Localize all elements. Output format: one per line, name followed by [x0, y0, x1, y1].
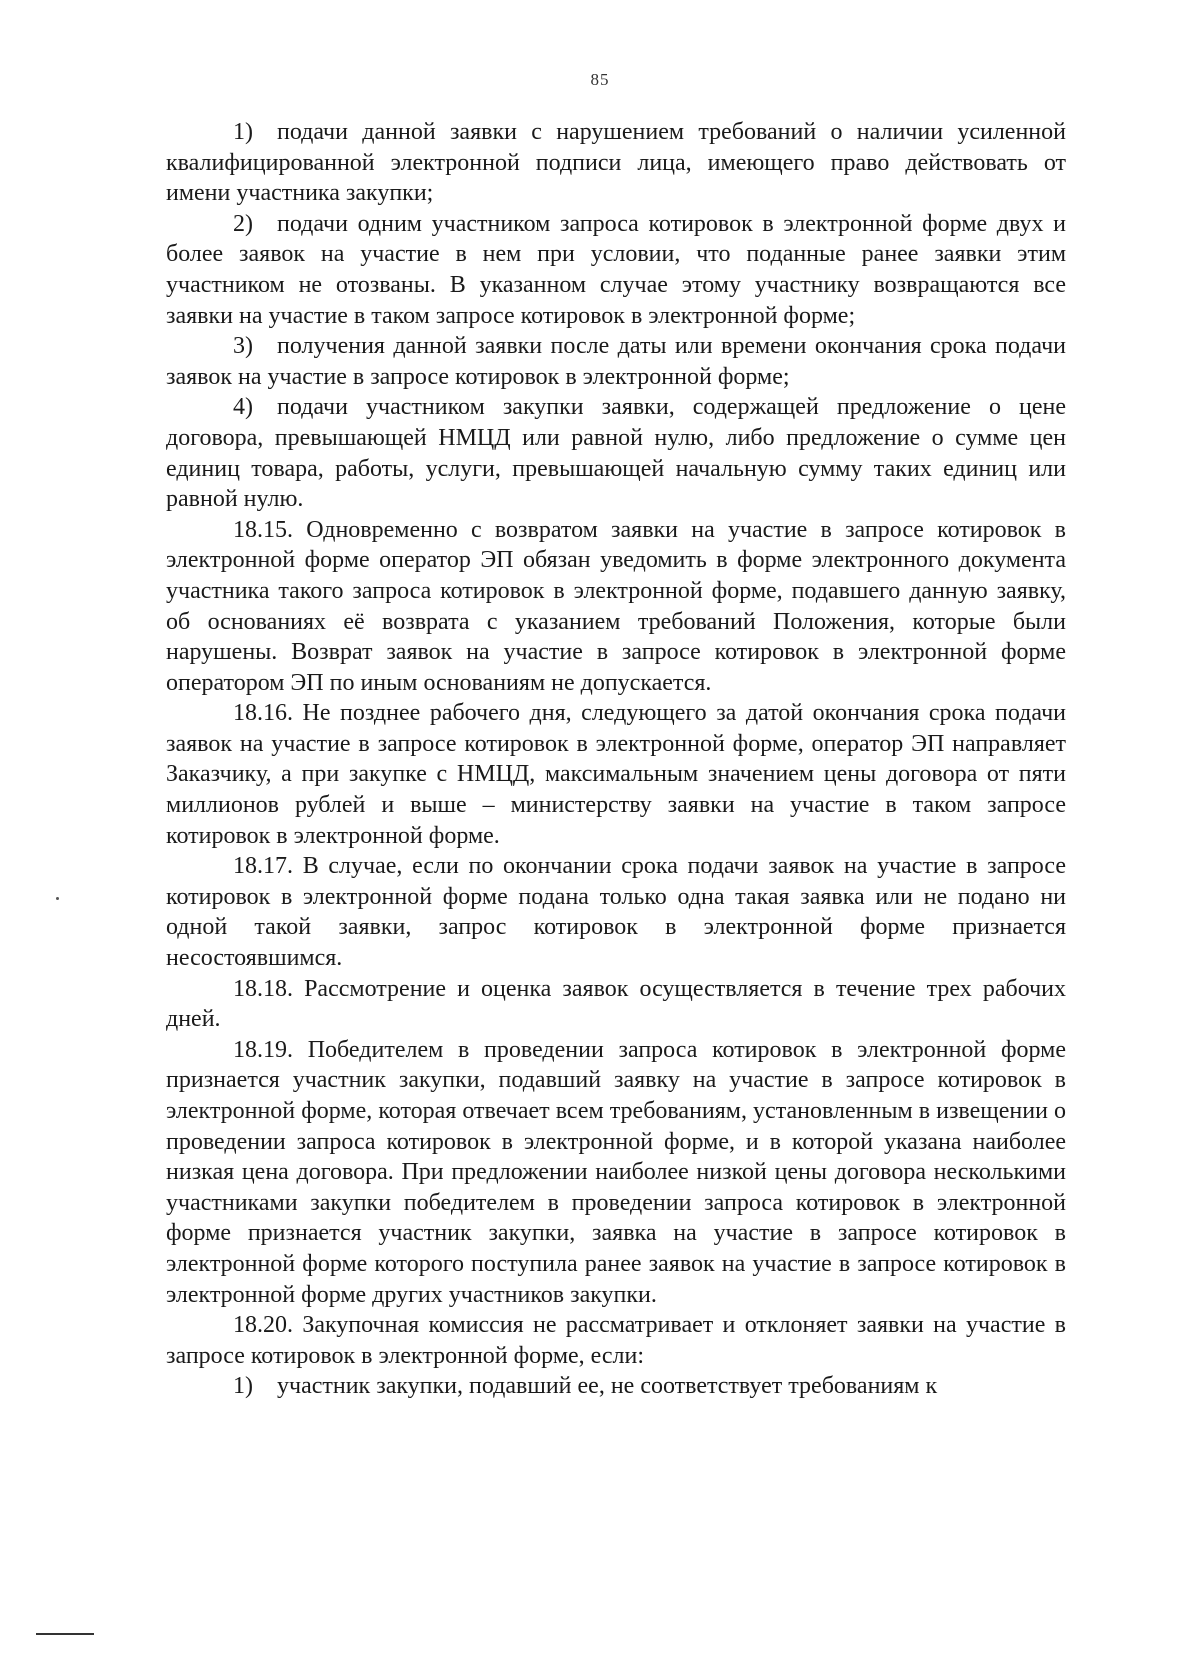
paragraph-18-17: 18.17. В случае, если по окончании срока подачи заявок на участие в запросе котировок в электронной форме подана только одна такая заявка или не подано ни одной такой заявки, запрос котировок в электронной форме признается несостоявшимся.: [166, 853, 1066, 972]
paragraph-18-20: 18.20. Закупочная комиссия не рассматривает и отклоняет заявки на участие в запросе котировок в электронной форме, если:: [166, 1312, 1066, 1369]
paragraph-text: подачи участником закупки заявки, содержащей предложение о цене договора, превышающей НМЦД или равной нулю, либо предложение о сумме цен единиц товара, работы, услуги, превышающей начальную сумму таких единиц или равной нулю.: [166, 394, 1066, 513]
page-number: 85: [590, 70, 610, 89]
paragraph-text: участник закупки, подавший ее, не соответствует требованиям к: [277, 1373, 938, 1400]
paragraph-18-19: 18.19. Победителем в проведении запроса котировок в электронной форме признается участник закупки, подавший заявку на участие в запросе котировок в электронной форме, которая отвечает всем требованиям, установленным в извещении о проведении запроса котировок в электронной форме, и в которой указана наиболее низкая цена договора. При предложении наиболее низкой цены договора несколькими участниками закупки победителем в проведении запроса котировок в электронной форме признается участник закупки, заявка на участие в запросе котировок в электронной форме которого поступила ранее заявок на участие в запросе котировок в электронной форме других участников закупки.: [166, 1036, 1066, 1308]
paragraph-text: подачи данной заявки с нарушением требований о наличии усиленной квалифицированной электронной подписи лица, имеющего право действовать от имени участника закупки;: [166, 119, 1066, 207]
paragraph-18-18: 18.18. Рассмотрение и оценка заявок осуществляется в течение трех рабочих дней.: [166, 975, 1066, 1033]
list-number: 1): [233, 119, 253, 145]
document-body: [166, 117, 1066, 1402]
scan-speck: [56, 897, 59, 900]
list-number: 1): [233, 1373, 253, 1400]
list-number: 3): [233, 333, 253, 360]
list-item: [166, 392, 1066, 514]
list-number: 2): [233, 210, 253, 237]
paragraph-18-16: 18.16. Не позднее рабочего дня, следующего за датой окончания срока подачи заявок на участие в запросе котировок в электронной форме, оператор ЭП направляет Заказчику, а при закупке с НМЦД, максимальным значением цены договора от пяти миллионов рублей и выше – министерству заявки на участие в таком запросе котировок в электронной форме.: [166, 700, 1066, 849]
list-number: 4): [233, 394, 253, 421]
paragraph-text: подачи одним участником запроса котировок в электронной форме двух и более заявок на участие в нем при условии, что поданные ранее заявки этим участником не отозваны. В указанном случае этому участнику возвращаются все заявки на участие в таком запросе котировок в электронной форме;: [166, 210, 1066, 329]
footnote-rule: [36, 1633, 94, 1635]
list-item: [166, 209, 1066, 331]
list-item: [166, 331, 1066, 392]
paragraph-18-15: 18.15. Одновременно с возвратом заявки на участие в запросе котировок в электронной форме оператор ЭП обязан уведомить в форме электронного документа участника такого запроса котировок в электронной форме, подавшего данную заявку, об основаниях её возврата с указанием требований Положения, которые были нарушены. Возврат заявок на участие в запросе котировок в электронной форме оператором ЭП по иным основаниям не допускается.: [166, 516, 1066, 696]
paragraph-text: получения данной заявки после даты или времени окончания срока подачи заявок на участие в запросе котировок в электронной форме;: [166, 333, 1066, 390]
list-item: [166, 117, 1066, 209]
list-item: [166, 1371, 1066, 1402]
